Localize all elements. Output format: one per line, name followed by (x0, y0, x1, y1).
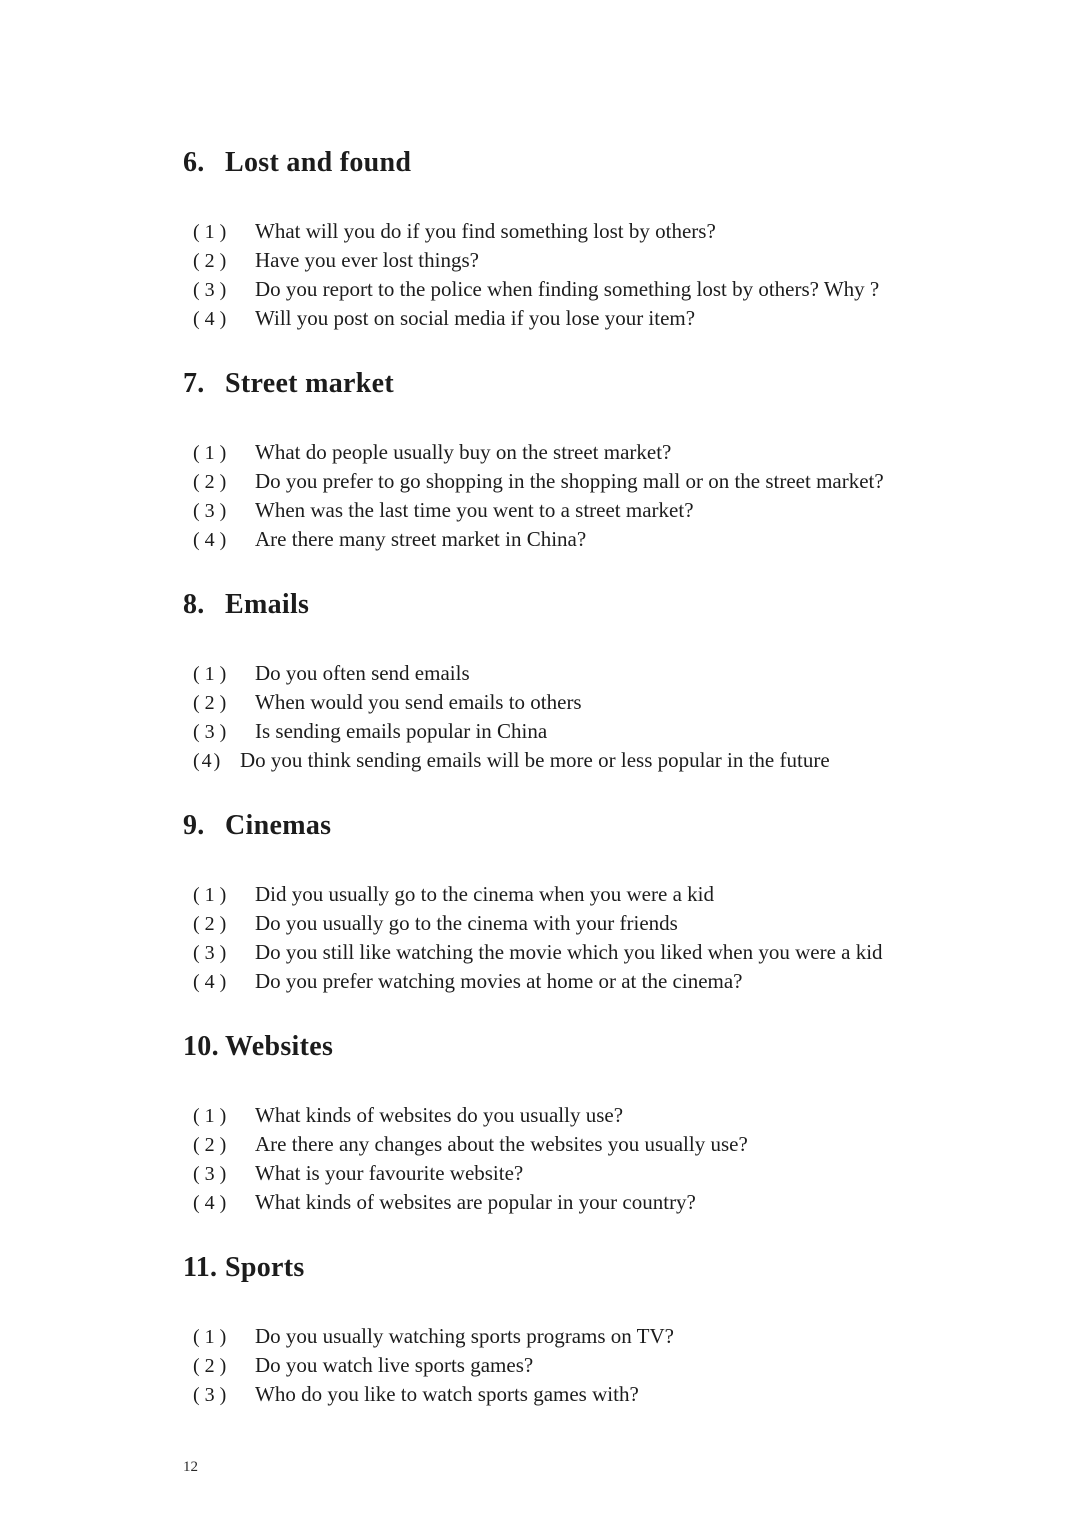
section-number: 8. (183, 589, 205, 620)
section-number: 11. (183, 1252, 218, 1283)
question-item (193, 1351, 1000, 1380)
section-heading (183, 1251, 1000, 1285)
question-item (193, 659, 1000, 688)
question-item (193, 909, 1000, 938)
section-heading (183, 809, 1000, 843)
question-number: (1) (193, 442, 232, 464)
question-list (183, 1322, 1000, 1409)
question-text: Do you prefer watching movies at home or at the cinema? (255, 969, 743, 993)
question-text: What kinds of websites are popular in your country? (255, 1190, 696, 1214)
question-item (193, 938, 1000, 967)
question-text: What do people usually buy on the street market? (255, 440, 672, 464)
question-item (193, 1380, 1000, 1409)
section-lost-and-found (183, 146, 1000, 333)
section-heading (183, 146, 1000, 180)
section-sports (183, 1251, 1000, 1409)
question-list (183, 659, 1000, 775)
question-number: (4) (193, 750, 223, 772)
question-number: (2) (193, 692, 232, 714)
page-footer (183, 1458, 1000, 1477)
section-street-market (183, 367, 1000, 554)
question-number: (3) (193, 1384, 232, 1406)
section-websites (183, 1030, 1000, 1217)
question-item (193, 1130, 1000, 1159)
question-number: (1) (193, 1105, 232, 1127)
question-item (193, 1188, 1000, 1217)
question-item (193, 525, 1000, 554)
question-text: Who do you like to watch sports games with? (255, 1382, 639, 1406)
section-title: Emails (225, 589, 310, 620)
question-item (193, 880, 1000, 909)
question-item (193, 717, 1000, 746)
question-number: (1) (193, 1326, 232, 1348)
question-number: (4) (193, 971, 232, 993)
question-item (193, 967, 1000, 996)
question-number: (3) (193, 942, 232, 964)
question-item (193, 1159, 1000, 1188)
question-number: (3) (193, 1163, 232, 1185)
question-text: Is sending emails popular in China (255, 719, 548, 743)
question-number: (3) (193, 500, 232, 522)
section-number: 10. (183, 1031, 219, 1062)
question-text: Do you still like watching the movie which you liked when you were a kid (255, 940, 883, 964)
question-list (183, 438, 1000, 554)
question-number: (1) (193, 663, 232, 685)
page-number: 12 (183, 1459, 198, 1475)
question-text: Are there any changes about the websites you usually use? (255, 1132, 748, 1156)
question-text: Do you watch live sports games? (255, 1353, 534, 1377)
section-title: Lost and found (225, 147, 412, 178)
question-text: Have you ever lost things? (255, 248, 479, 272)
question-text: When was the last time you went to a street market? (255, 498, 694, 522)
question-item (193, 304, 1000, 333)
question-item (193, 217, 1000, 246)
section-emails (183, 588, 1000, 775)
question-number: (4) (193, 1192, 232, 1214)
question-item (193, 1101, 1000, 1130)
question-number: (1) (193, 221, 232, 243)
question-text: Do you usually go to the cinema with your friends (255, 911, 678, 935)
question-list (183, 1101, 1000, 1217)
section-heading (183, 367, 1000, 401)
question-item (193, 496, 1000, 525)
section-title: Sports (225, 1252, 305, 1283)
section-number: 6. (183, 147, 205, 178)
question-text: Are there many street market in China? (255, 527, 587, 551)
question-item (193, 688, 1000, 717)
question-item (193, 746, 1000, 775)
section-cinemas (183, 809, 1000, 996)
question-item (193, 275, 1000, 304)
question-text: What kinds of websites do you usually use? (255, 1103, 624, 1127)
question-item (193, 467, 1000, 496)
question-list (183, 880, 1000, 996)
question-number: (3) (193, 721, 232, 743)
section-number: 9. (183, 810, 205, 841)
question-text: Will you post on social media if you lose your item? (255, 306, 696, 330)
question-number: (2) (193, 250, 232, 272)
question-text: What will you do if you find something lost by others? (255, 219, 716, 243)
question-item (193, 1322, 1000, 1351)
question-text: Do you report to the police when finding something lost by others? Why ? (255, 277, 880, 301)
question-text: Do you think sending emails will be more or less popular in the future (240, 748, 830, 772)
section-number: 7. (183, 368, 205, 399)
question-text: When would you send emails to others (255, 690, 582, 714)
question-number: (1) (193, 884, 232, 906)
question-number: (2) (193, 471, 232, 493)
question-text: Do you prefer to go shopping in the shopping mall or on the street market? (255, 469, 884, 493)
question-item (193, 246, 1000, 275)
section-title: Street market (225, 368, 394, 399)
question-number: (4) (193, 308, 232, 330)
question-number: (3) (193, 279, 232, 301)
section-title: Cinemas (225, 810, 332, 841)
section-heading (183, 1030, 1000, 1064)
question-text: Did you usually go to the cinema when you were a kid (255, 882, 714, 906)
question-text: Do you usually watching sports programs on TV? (255, 1324, 674, 1348)
question-number: (2) (193, 913, 232, 935)
question-text: What is your favourite website? (255, 1161, 524, 1185)
question-number: (2) (193, 1134, 232, 1156)
question-text: Do you often send emails (255, 661, 470, 685)
section-title: Websites (225, 1031, 334, 1062)
question-item (193, 438, 1000, 467)
question-list (183, 217, 1000, 333)
question-number: (4) (193, 529, 232, 551)
question-number: (2) (193, 1355, 232, 1377)
section-heading (183, 588, 1000, 622)
